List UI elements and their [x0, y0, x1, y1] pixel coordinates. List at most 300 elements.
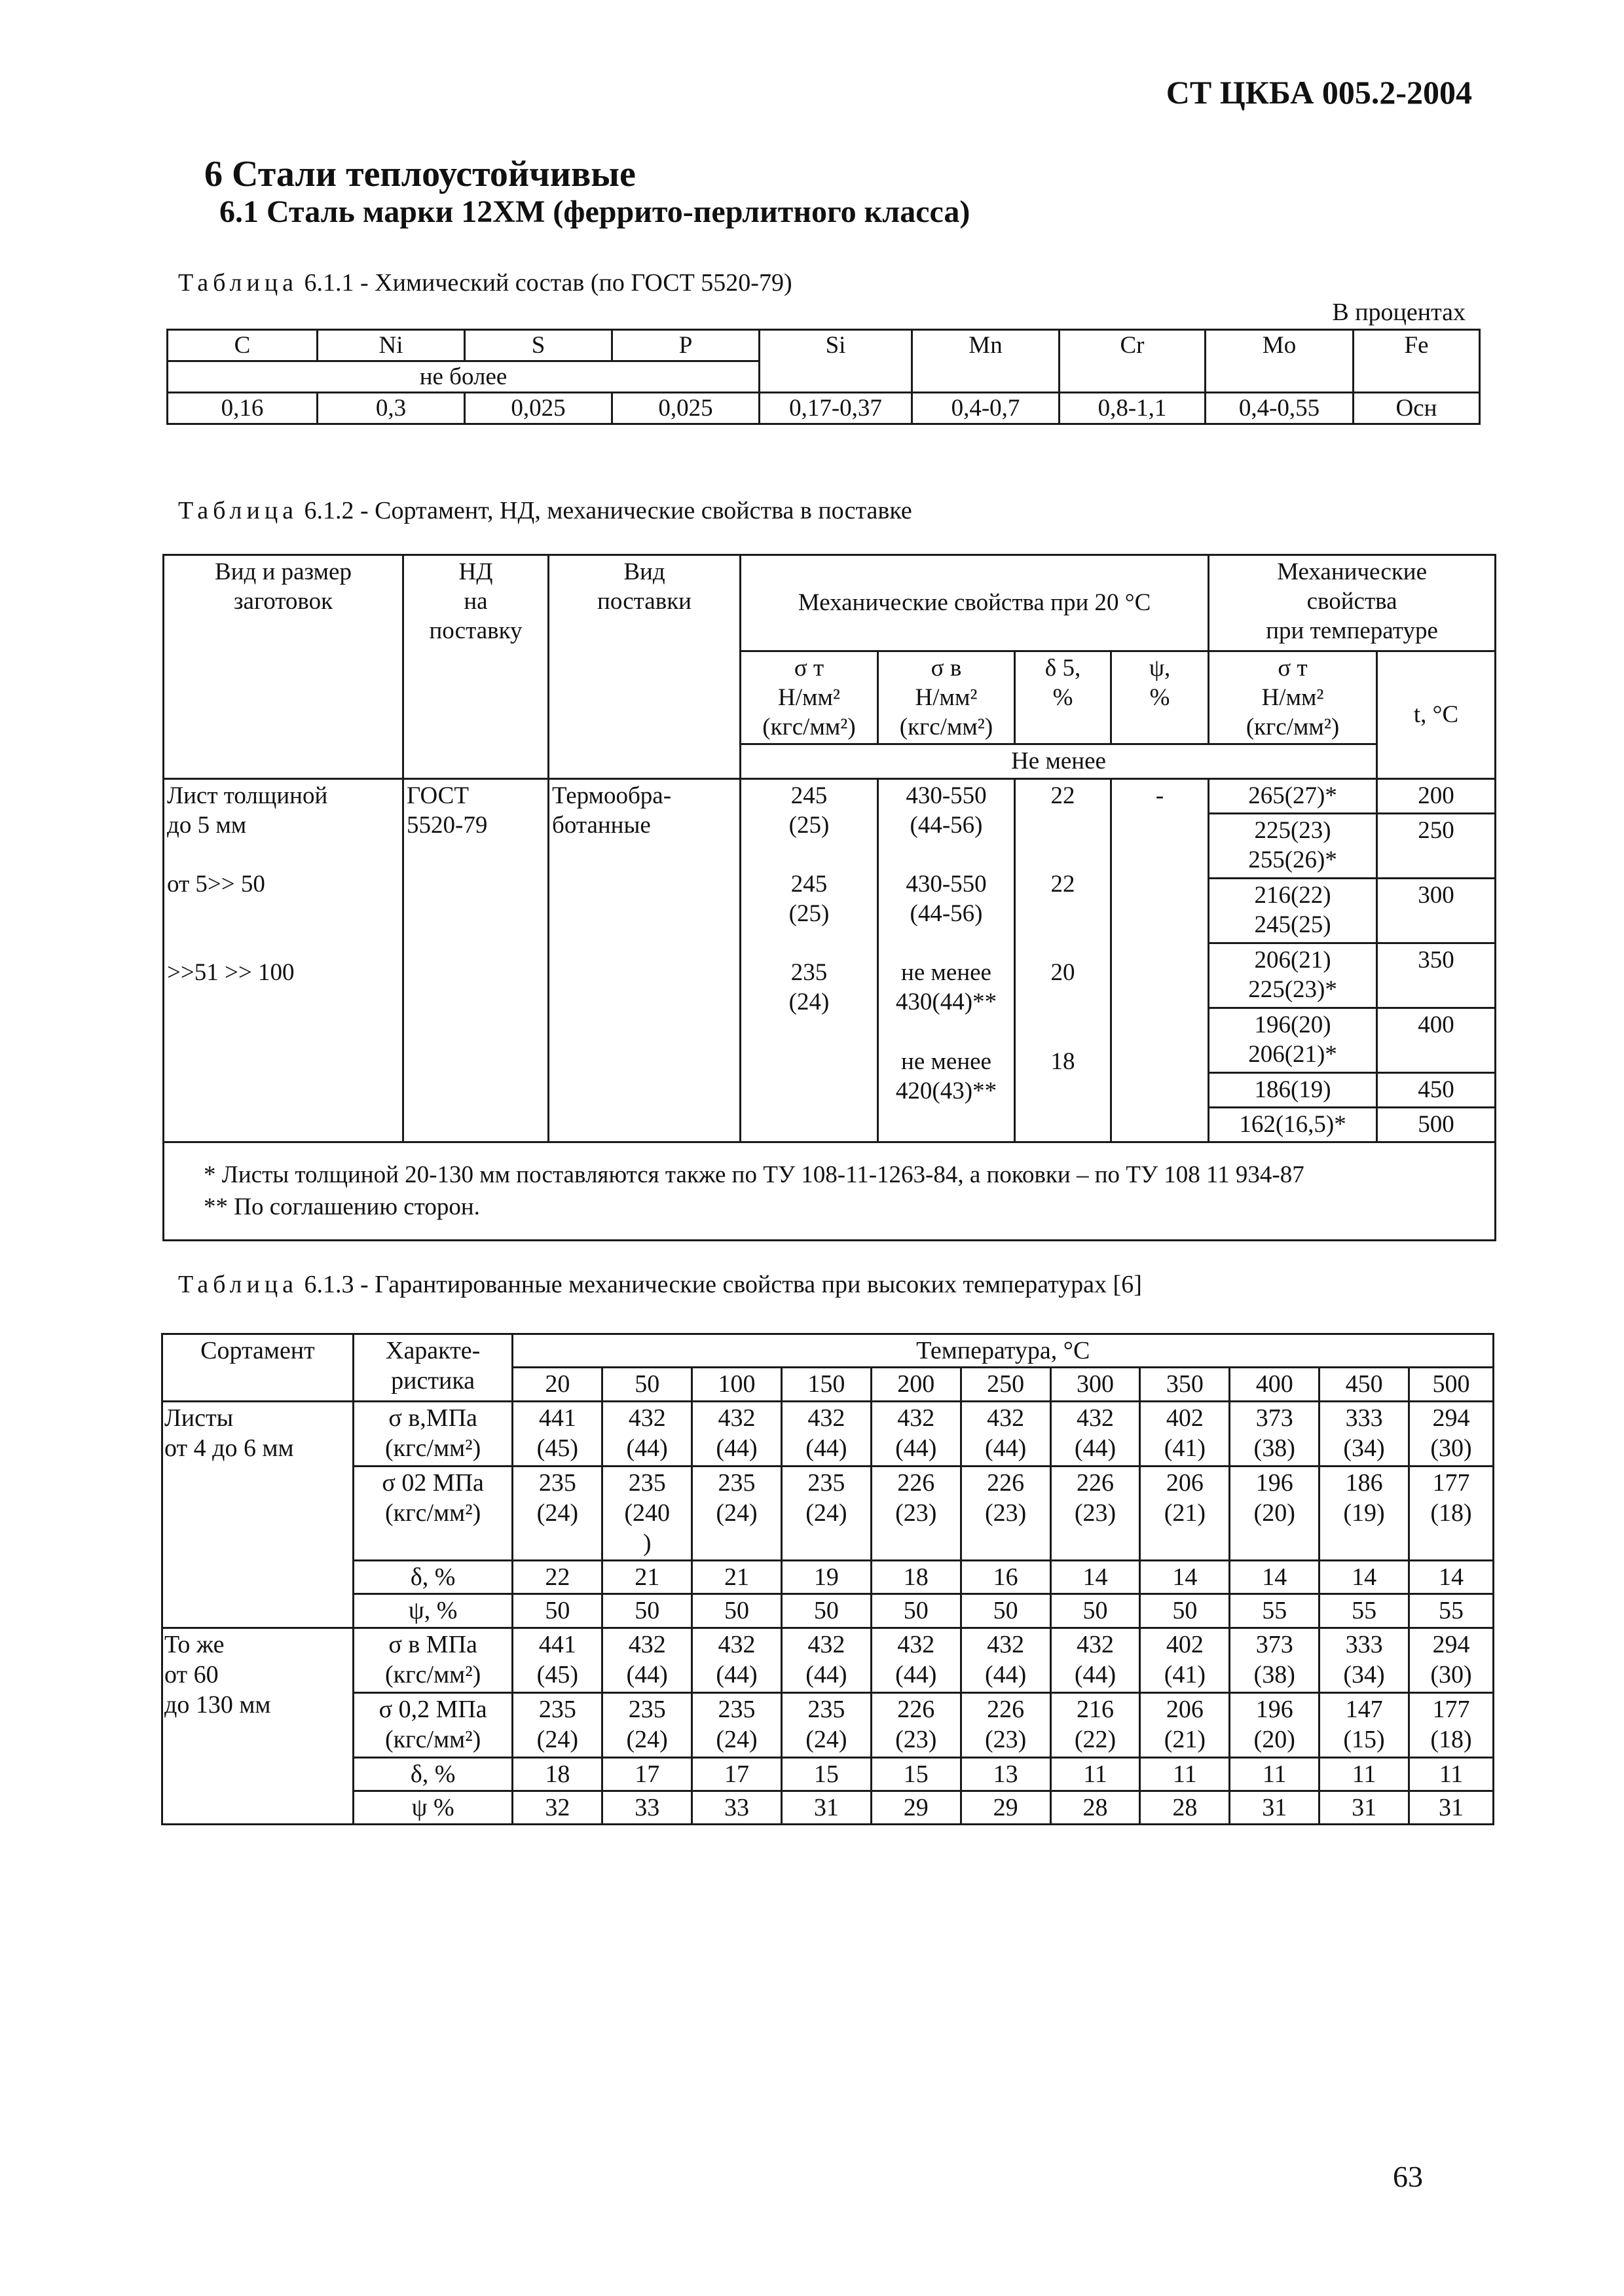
psi-cell: [1111, 778, 1209, 1142]
cell-line: 177: [1432, 1468, 1470, 1497]
cell-line: Лист толщиной: [167, 782, 328, 809]
cell-line: %: [1149, 684, 1170, 712]
cell-line: при температуре: [1266, 617, 1438, 645]
value-cell: [961, 1628, 1050, 1692]
value-cell: [1320, 1791, 1409, 1824]
cell-line: (44): [895, 1660, 937, 1688]
cell-line: 18: [545, 1760, 570, 1788]
cell-line: (41): [1164, 1434, 1206, 1463]
cell-line: 5520-79: [407, 811, 488, 839]
cell-line: 225(23)*: [1248, 975, 1337, 1003]
table-row: [162, 1401, 1494, 1466]
cell-line: 186(19): [1254, 1076, 1331, 1103]
cell-line: ψ,: [1149, 655, 1171, 682]
value-cell: [692, 1791, 782, 1824]
cell-line: 294: [1432, 1630, 1470, 1658]
cell-line: [1018, 840, 1107, 869]
cell-line: (44-56): [910, 900, 983, 927]
cell-line: (кгс/мм²): [384, 1725, 481, 1753]
cell-line: 16: [993, 1563, 1018, 1591]
cell-line: (20): [1253, 1499, 1295, 1527]
cell-line: 31: [813, 1793, 839, 1821]
table-row: [162, 1560, 1494, 1594]
cell-line: 50: [993, 1597, 1018, 1625]
document-code: СТ ЦКБА 005.2-2004: [1166, 74, 1472, 111]
value-cell: [692, 1560, 782, 1594]
cell-line: (25): [788, 811, 830, 839]
value-cell: [781, 1791, 871, 1824]
value-cell: [961, 1692, 1050, 1757]
cell-line: [167, 899, 399, 928]
value-cell: [781, 1466, 871, 1560]
value-cell: [871, 1560, 961, 1594]
cell-line: 18: [1050, 1048, 1075, 1075]
cell-line: (38): [1253, 1434, 1295, 1463]
temperature-header-cell: 400: [1230, 1368, 1320, 1401]
cell-line: до 130 мм: [164, 1691, 271, 1719]
cell-line: 196: [1255, 1468, 1293, 1497]
value-cell: [871, 1594, 961, 1628]
cell-line: 21: [635, 1563, 660, 1591]
cell-line: * Листы толщиной 20-130 мм поставляются также по ТУ 108-11-1263-84, а поковки – по ТУ 108 11 934-87: [204, 1161, 1304, 1188]
value-cell: [1409, 1692, 1494, 1757]
cell-line: 255(26)*: [1248, 846, 1337, 873]
cell-line: σ т: [1278, 655, 1308, 682]
cell-line: δ, %: [410, 1760, 456, 1788]
cell-line: 235: [538, 1468, 576, 1497]
cell-line: 29: [993, 1793, 1018, 1821]
cell-line: 235: [718, 1695, 756, 1723]
header-delta: [1015, 651, 1111, 744]
temperature-header-cell: 20: [513, 1368, 602, 1401]
cell-line: (18): [1430, 1499, 1472, 1527]
characteristic-cell: [353, 1791, 513, 1824]
cell-line: 216(22): [1254, 881, 1331, 909]
value-cell: [1320, 1692, 1409, 1757]
cell-line: ботанные: [552, 811, 651, 839]
cell-line: 441: [538, 1404, 576, 1432]
cell-line: δ 5,: [1044, 655, 1081, 682]
header-temperature: t, °С: [1377, 651, 1496, 779]
value-cell: [1230, 1594, 1320, 1628]
cell-line: 226: [987, 1468, 1025, 1497]
cell-line: Н/мм²: [915, 684, 978, 712]
cell-line: 50: [903, 1597, 929, 1625]
cell-line: 226: [897, 1468, 935, 1497]
cell-line: 33: [724, 1793, 750, 1821]
value-cell: [602, 1791, 692, 1824]
value-cell: [961, 1757, 1050, 1791]
table-row: [162, 1692, 1494, 1757]
cell-line: (24): [626, 1725, 668, 1753]
cell-line: (20): [1253, 1725, 1295, 1753]
value-cell: [871, 1757, 961, 1791]
value-cell: [602, 1692, 692, 1757]
characteristic-cell: [353, 1594, 513, 1628]
value-cell: [1140, 1560, 1230, 1594]
cell-line: 32: [545, 1793, 570, 1821]
value-cell: [1140, 1692, 1230, 1757]
cell-line: (44): [805, 1660, 847, 1688]
cell-line: >>51 >> 100: [167, 959, 295, 987]
temp-value: 250: [1377, 813, 1496, 878]
cell-line: 50: [1082, 1597, 1108, 1625]
temp-value: 200: [1377, 778, 1496, 813]
cell-line: (24): [716, 1725, 758, 1753]
cell-line: [1018, 928, 1107, 958]
cell-line: (23): [895, 1725, 937, 1753]
value-cell: [1050, 1757, 1140, 1791]
table-row: [162, 1757, 1494, 1791]
value-cell: 0,4-0,55: [1206, 393, 1354, 424]
header-psi: [1111, 651, 1209, 744]
cell-line: σ в МПа: [388, 1630, 477, 1658]
cell-line: (23): [984, 1725, 1027, 1753]
value-cell: 0,025: [465, 393, 612, 424]
value-cell: [781, 1692, 871, 1757]
section-title: 6 Стали теплоустойчивые: [204, 154, 636, 194]
cell-line: (24): [716, 1499, 758, 1527]
value-cell: [692, 1628, 782, 1692]
value-cell: [513, 1560, 602, 1594]
value-cell: [1230, 1401, 1320, 1466]
cell-line: [1018, 811, 1107, 840]
value-cell: [1230, 1757, 1320, 1791]
header-sigma-t-temp: [1209, 651, 1377, 744]
table2-caption: Таблица 6.1.2 - Сортамент, НД, механические свойства в поставке: [178, 497, 912, 524]
page-number: 63: [1393, 2160, 1423, 2193]
col-header: Mn: [912, 330, 1060, 393]
cell-line: 420(43)**: [895, 1077, 997, 1104]
cell-line: 226: [1076, 1468, 1114, 1497]
value-cell: [1230, 1560, 1320, 1594]
temperature-header-cell: 100: [692, 1368, 782, 1401]
cell-line: 333: [1345, 1404, 1383, 1432]
cell-line: заготовок: [233, 588, 333, 615]
cell-line: [881, 840, 1011, 869]
cell-line: 22: [1050, 782, 1075, 809]
cell-line: 206(21): [1254, 946, 1331, 974]
value-cell: [961, 1560, 1050, 1594]
cell-line: не менее: [901, 959, 991, 987]
cell-line: 14: [1262, 1563, 1287, 1591]
cell-line: (41): [1164, 1660, 1206, 1688]
table1-header-row: [168, 330, 1480, 361]
cell-line: (кгс/мм²): [899, 714, 993, 741]
cell-line: σ 02 МПа: [382, 1468, 484, 1497]
cell-line: 33: [635, 1793, 660, 1821]
value-cell: [692, 1692, 782, 1757]
cell-line: (кгс/мм²): [1246, 714, 1340, 741]
value-cell: [1230, 1692, 1320, 1757]
col-header: Si: [760, 330, 912, 393]
col-header: P: [612, 330, 760, 361]
cell-line: (21): [1164, 1725, 1206, 1753]
cell-line: 14: [1172, 1563, 1198, 1591]
value-cell: [781, 1560, 871, 1594]
cell-line: -: [1155, 782, 1164, 809]
cell-line: НД: [458, 558, 493, 585]
cell-line: 186: [1345, 1468, 1383, 1497]
table1-unit: В процентах: [1332, 299, 1466, 326]
cell-line: 50: [545, 1597, 570, 1625]
cell-line: ГОСТ: [407, 782, 469, 809]
value-cell: [1409, 1560, 1494, 1594]
value-cell: [1320, 1628, 1409, 1692]
cell-line: 235: [807, 1695, 845, 1723]
value-cell: [1050, 1791, 1140, 1824]
value-cell: [513, 1757, 602, 1791]
cell-line: ψ, %: [408, 1597, 458, 1625]
cell-line: 430(44)**: [895, 989, 997, 1016]
value-cell: [1320, 1560, 1409, 1594]
cell-line: Механические: [1277, 558, 1428, 585]
header-min: Не менее: [741, 744, 1377, 778]
cell-line: 29: [903, 1793, 929, 1821]
cell-line: σ т: [794, 655, 824, 682]
cell-line: (38): [1253, 1660, 1295, 1688]
cell-line: (44): [1074, 1434, 1116, 1463]
temperature-header-cell: 300: [1050, 1368, 1140, 1401]
cell-line: (30): [1430, 1434, 1472, 1463]
temperature-header-cell: 200: [871, 1368, 961, 1401]
cell-line: до 5 мм: [167, 811, 247, 839]
cell-line: 177: [1432, 1695, 1470, 1723]
value-cell: 0,025: [612, 393, 760, 424]
cell-line: 55: [1439, 1597, 1464, 1625]
cell-line: (44): [984, 1434, 1027, 1463]
header-sigma-t: [741, 651, 878, 744]
header-characteristic: [353, 1334, 513, 1402]
cell-line: ψ %: [411, 1793, 454, 1821]
table-row: [162, 1628, 1494, 1692]
table-row: [162, 1594, 1494, 1628]
temp-sigma: [1209, 778, 1377, 813]
chemical-composition-table: [166, 329, 1481, 425]
cell-line: 15: [903, 1760, 929, 1788]
value-cell: [1409, 1594, 1494, 1628]
cell-line: 11: [1439, 1760, 1464, 1788]
cell-line: 14: [1082, 1563, 1108, 1591]
header-nd: [403, 555, 549, 779]
cell-line: 216: [1076, 1695, 1114, 1723]
value-cell: [1230, 1628, 1320, 1692]
nd-cell: [403, 778, 549, 1142]
value-cell: [1409, 1466, 1494, 1560]
cell-line: 245: [790, 782, 828, 809]
cell-line: 235: [628, 1468, 666, 1497]
value-cell: [1320, 1401, 1409, 1466]
kind-cell: [164, 778, 403, 1142]
value-cell: [1140, 1594, 1230, 1628]
col-header: C: [168, 330, 318, 361]
cell-line: σ в,МПа: [388, 1404, 477, 1432]
assortment-cell: [162, 1628, 354, 1825]
cell-line: 55: [1262, 1597, 1287, 1625]
temp-sigma: [1209, 878, 1377, 943]
value-cell: [513, 1628, 602, 1692]
value-cell: [1320, 1466, 1409, 1560]
value-cell: [871, 1692, 961, 1757]
cell-line: 17: [724, 1760, 750, 1788]
cell-line: 432: [987, 1630, 1025, 1658]
value-cell: [692, 1401, 782, 1466]
value-cell: [1140, 1628, 1230, 1692]
value-cell: 0,8-1,1: [1060, 393, 1206, 424]
cell-line: Характе-: [386, 1337, 481, 1364]
table1-values-row: [168, 393, 1480, 424]
sigma-b-cell: [878, 778, 1015, 1142]
supply-cell: [549, 778, 741, 1142]
value-cell: [513, 1692, 602, 1757]
cell-line: 11: [1083, 1760, 1107, 1788]
header-mech-20: Механические свойства при 20 °С: [741, 555, 1209, 651]
cell-line: ): [642, 1529, 652, 1558]
cell-line: 432: [1076, 1404, 1114, 1432]
cell-line: 225(23): [1254, 816, 1331, 844]
header-supply: [549, 555, 741, 779]
value-cell: [871, 1466, 961, 1560]
cell-line: 11: [1173, 1760, 1197, 1788]
value-cell: [781, 1757, 871, 1791]
header-mech-temp: [1209, 555, 1496, 651]
cell-line: 235: [790, 959, 828, 987]
cell-line: (23): [984, 1499, 1027, 1527]
value-cell: [602, 1594, 692, 1628]
cell-line: 50: [1172, 1597, 1198, 1625]
header-sigma-b: [878, 651, 1015, 744]
cell-line: (22): [1074, 1725, 1116, 1753]
value-cell: [1140, 1401, 1230, 1466]
header-kind: [164, 555, 403, 779]
value-cell: [513, 1594, 602, 1628]
cell-line: 11: [1352, 1760, 1376, 1788]
value-cell: [692, 1594, 782, 1628]
cell-line: [881, 928, 1011, 958]
cell-line: (44): [984, 1660, 1027, 1688]
cell-line: 50: [724, 1597, 750, 1625]
value-cell: [781, 1401, 871, 1466]
temperature-header-cell: 500: [1409, 1368, 1494, 1401]
cell-line: 432: [1076, 1630, 1114, 1658]
cell-line: 18: [903, 1563, 929, 1591]
cell-line: 265(27)*: [1248, 782, 1337, 809]
temperature-header-cell: 350: [1140, 1368, 1230, 1401]
sigma-t-cell: [741, 778, 878, 1142]
cell-line: δ, %: [410, 1563, 456, 1591]
value-cell: [692, 1757, 782, 1791]
value-cell: [513, 1466, 602, 1560]
value-cell: [692, 1466, 782, 1560]
temperature-header-cell: 450: [1320, 1368, 1409, 1401]
value-cell: [1050, 1628, 1140, 1692]
cell-line: (44): [1074, 1660, 1116, 1688]
temp-value: 500: [1377, 1107, 1496, 1142]
cell-line: 430-550: [906, 782, 987, 809]
cell-line: поставку: [429, 617, 523, 645]
cell-line: 226: [987, 1695, 1025, 1723]
cell-line: от 4 до 6 мм: [164, 1434, 294, 1463]
value-cell: [1050, 1401, 1140, 1466]
value-cell: [1230, 1791, 1320, 1824]
temperature-header-cell: 250: [961, 1368, 1050, 1401]
cell-line: То же: [164, 1630, 225, 1658]
cell-line: Листы: [164, 1404, 234, 1432]
cell-line: [744, 928, 874, 958]
value-cell: [602, 1628, 692, 1692]
cell-line: Вид: [623, 558, 665, 585]
cell-line: 196(20): [1254, 1011, 1331, 1038]
cell-line: 235: [628, 1695, 666, 1723]
cell-line: (240: [624, 1499, 671, 1527]
cell-line: (44): [716, 1434, 758, 1463]
cell-line: 432: [718, 1404, 756, 1432]
cell-line: 432: [897, 1404, 935, 1432]
cell-line: (34): [1343, 1434, 1385, 1463]
value-cell: 0,17-0,37: [760, 393, 912, 424]
value-cell: [871, 1791, 961, 1824]
value-cell: [1409, 1401, 1494, 1466]
cell-line: %: [1052, 684, 1073, 712]
cell-line: [1018, 987, 1107, 1017]
cell-line: 17: [635, 1760, 660, 1788]
value-cell: [1140, 1466, 1230, 1560]
cell-line: 206: [1166, 1695, 1204, 1723]
cell-line: (21): [1164, 1499, 1206, 1527]
cell-line: (24): [805, 1725, 847, 1753]
cell-line: 235: [718, 1468, 756, 1497]
cell-line: (23): [1074, 1499, 1116, 1527]
cell-line: 432: [987, 1404, 1025, 1432]
cell-line: ** По соглашению сторон.: [204, 1194, 480, 1221]
value-cell: [781, 1594, 871, 1628]
col-header: Mo: [1206, 330, 1354, 393]
cell-line: 432: [807, 1630, 845, 1658]
cell-line: (24): [788, 989, 830, 1016]
cell-line: (44): [895, 1434, 937, 1463]
cell-line: 245(25): [1254, 911, 1331, 938]
assortment-cell: [162, 1401, 354, 1628]
cell-line: 28: [1082, 1793, 1108, 1821]
cell-line: [881, 1017, 1011, 1047]
limit-note: не более: [168, 361, 760, 393]
cell-line: Н/мм²: [778, 684, 840, 712]
cell-line: 55: [1352, 1597, 1377, 1625]
value-cell: [1140, 1757, 1230, 1791]
value-cell: [602, 1560, 692, 1594]
cell-line: [744, 840, 874, 869]
cell-line: 31: [1262, 1793, 1287, 1821]
cell-line: (44-56): [910, 811, 983, 839]
cell-line: 22: [545, 1563, 570, 1591]
cell-line: 226: [897, 1695, 935, 1723]
cell-line: (19): [1343, 1499, 1385, 1527]
cell-line: (44): [805, 1434, 847, 1463]
value-cell: [1409, 1757, 1494, 1791]
cell-line: σ 0,2 МПа: [378, 1695, 487, 1723]
temp-sigma: [1209, 943, 1377, 1008]
header-temperature: Температура, °С: [513, 1334, 1494, 1368]
cell-line: (15): [1343, 1725, 1385, 1753]
temperature-header-cell: 50: [602, 1368, 692, 1401]
temp-value: 350: [1377, 943, 1496, 1008]
cell-line: Н/мм²: [1261, 684, 1324, 712]
cell-line: 11: [1262, 1760, 1287, 1788]
cell-line: (30): [1430, 1660, 1472, 1688]
cell-line: 31: [1439, 1793, 1464, 1821]
cell-line: 373: [1255, 1404, 1293, 1432]
cell-line: Вид и размер: [215, 558, 352, 585]
